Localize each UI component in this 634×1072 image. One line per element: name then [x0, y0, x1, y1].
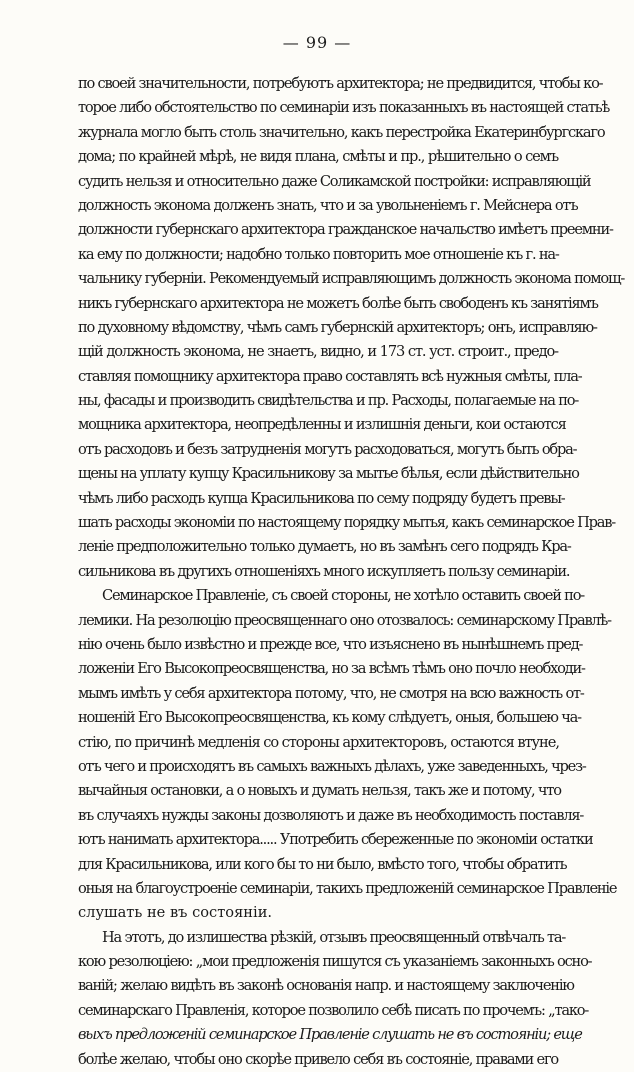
text-line: нiю очень было извѣстно и прежде все, что изъяснено въ нынѣшнемъ пред-: [78, 635, 583, 653]
text-line: Семинарское Правленiе, съ своей стороны, не хотѣло оставить своей по-: [102, 587, 585, 605]
text-line: семинарскаго Правленiя, которое позволило себѣ писать по прочемъ: „тако-: [78, 1001, 589, 1019]
text-line: чѣмъ либо расходъ купца Красильникова по сему подряду будетъ превы-: [78, 489, 565, 507]
body-text: [78, 72, 625, 1072]
text-line: по своей значительности, потребуютъ архитектора; не предвидится, чтобы ко-: [78, 75, 603, 92]
text-line: щiй должность эконома, не знаетъ, видно, и 173 ст. уст. строит., предо-: [78, 343, 558, 361]
text-line: щены на уплату купцу Красильникову за мытье бѣлья, если дѣйствительно: [78, 465, 579, 483]
text-line: журнала могло быть столь значительно, какъ перестройка Екатеринбургскаго: [78, 123, 605, 141]
text-line: ложенiи Его Высокопреосвященства, но за всѣмъ тѣмъ оно почло необходи-: [78, 660, 585, 678]
text-line: по духовному вѣдомству, чѣмъ самъ губернскiй архитекторъ; онъ, исправляю-: [78, 318, 597, 336]
text-line: сильникова въ другихъ отношенiяхъ много искупляетъ пользу семинарiи.: [78, 562, 570, 580]
text-line: стiю, по причинѣ медленiя со стороны архитекторовъ, остаются втуне,: [78, 733, 559, 751]
text-line: вычайныя остановки, а о новыхъ и думать нельзя, такъ же и потому, что: [78, 782, 561, 800]
text-line: мощника архитектора, неопредѣленны и излишнiя деньги, кои остаются: [78, 416, 566, 434]
text-line: ношенiй Его Высокопреосвященства, къ кому слѣдуетъ, оныя, большею ча-: [78, 709, 581, 727]
page-number: — 99 —: [282, 33, 352, 52]
text-line: никъ губернскаго архитектора не можетъ болѣе быть свободенъ къ занятiямъ: [78, 294, 598, 312]
text-line: должность эконома долженъ знать, что и за увольненiемъ г. Мейснера отъ: [78, 196, 578, 214]
text-line: ленiе предположительно только думаетъ, но въ замѣнъ сего подрядъ Кра-: [78, 538, 571, 556]
text-line: ванiй; желаю видѣть въ законѣ основанiя напр. и настоящему заключенiю: [78, 977, 574, 995]
text-line: лемики. На резолюцiю преосвященнаго оно отозвалось: семинарскому Правлѣ-: [78, 611, 611, 629]
text-line: ютъ нанимать архитектора..... Употребить сбереженные по экономiи остатки: [78, 831, 593, 849]
text-line: оныя на благоустроенiе семинарiи, такихъ предложенiй семинарское Правленiе: [78, 879, 617, 897]
text-line: для Красильникова, или кого бы то ни было, вмѣсто того, чтобы обратить: [78, 855, 567, 873]
text-line: На этотъ, до излишества рѣзкiй, отзывъ преосвященный отвѣчалъ та-: [102, 928, 566, 946]
text-line: мымъ имѣть у себя архитектора потому, что, не смотря на всю важность от-: [78, 684, 584, 702]
text-line: ны, фасады и производить свидѣтельства и пр. Расходы, полагаемые на по-: [78, 392, 579, 410]
text-line: торое либо обстоятельство по семинарiи изъ показанныхъ въ настоящей статьѣ: [78, 99, 610, 117]
text-line: въ случаяхъ нужды законы дозволяютъ и даже въ необходимость поставля-: [78, 806, 584, 824]
text-line: ставляя помощнику архитектора право составлять всѣ нужныя смѣты, пла-: [78, 367, 582, 385]
text-line: судить нельзя и относительно даже Соликамской постройки: исправляющiй: [78, 172, 591, 190]
text-line: слушать не въ состоянiи.: [78, 904, 273, 922]
text-line: болѣе желаю, чтобы оно скорѣе привело себя въ состоянiе, правами его: [78, 1050, 558, 1068]
text-line: отъ чего и происходятъ въ самыхъ важныхъ дѣлахъ, уже заведенныхъ, чрез-: [78, 757, 586, 775]
text-line: кою резолюцiею: „мои предложенiя пишутся съ указанiемъ законныхъ осно-: [78, 953, 592, 971]
text-line: должности губернскаго архитектора гражданское начальство имѣетъ преемни-: [78, 221, 613, 239]
text-line: выхъ предложенiй семинарское Правленiе слушать не въ состоянiи; еще: [78, 1026, 582, 1044]
text-line: ка ему по должности; надобно только повторить мое отношенiе къ г. на-: [78, 245, 559, 263]
text-line: чальнику губернiи. Рекомендуемый исправляющимъ должность эконома помощ-: [78, 270, 625, 288]
text-line: шать расходы экономiи по настоящему порядку мытья, какъ семинарское Прав-: [78, 514, 616, 532]
text-line: дома; по крайней мѣрѣ, не видя плана, смѣты и пр., рѣшительно о семъ: [78, 148, 558, 166]
text-line: отъ расходовъ и безъ затрудненiя могутъ расходоваться, могутъ быть обра-: [78, 440, 577, 458]
